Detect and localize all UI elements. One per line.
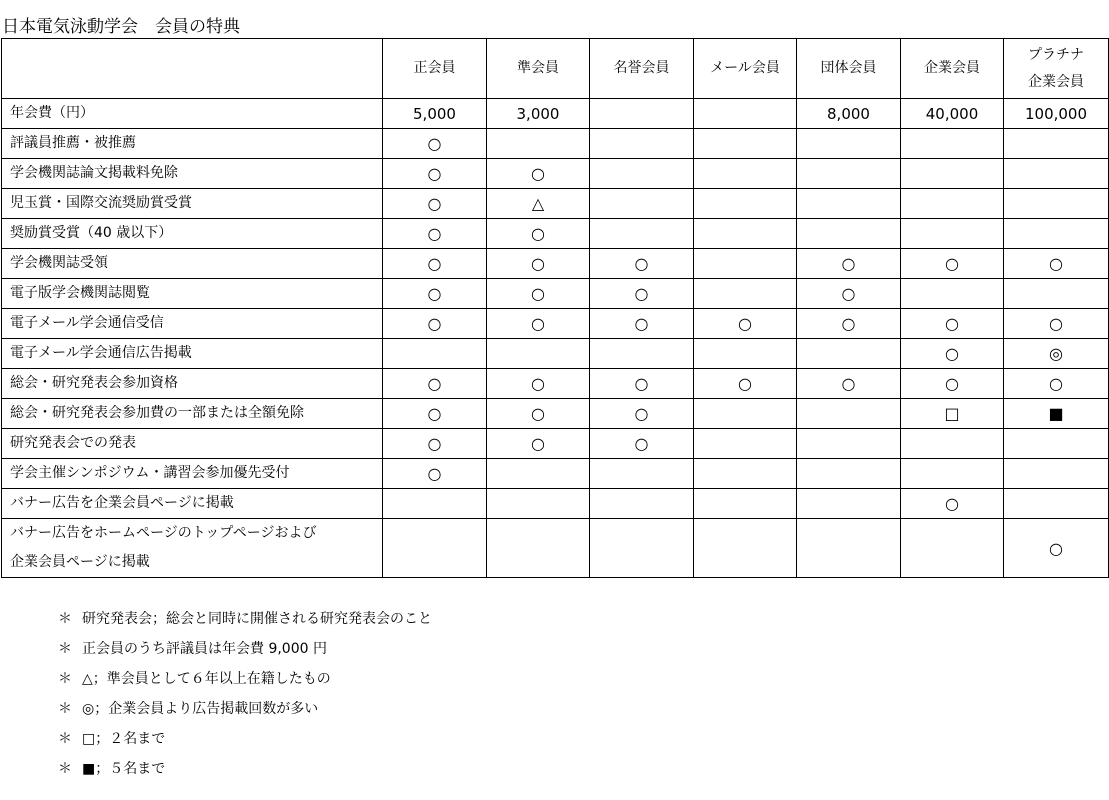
benefit-mark [901, 129, 1004, 159]
benefit-mark [797, 429, 901, 459]
table-row [2, 369, 1109, 399]
column-header: メール会員 [694, 39, 797, 99]
table-row [2, 249, 1109, 279]
benefit-mark [1004, 429, 1109, 459]
benefit-mark [797, 129, 901, 159]
benefit-mark: ○ [383, 459, 487, 489]
fee-cell [590, 99, 694, 129]
benefit-mark [694, 459, 797, 489]
benefit-mark [590, 489, 694, 519]
table-row [2, 189, 1109, 219]
benefit-mark: ○ [487, 309, 590, 339]
footnote [58, 664, 432, 694]
footnote [58, 694, 432, 724]
benefit-mark [901, 189, 1004, 219]
benefit-mark: ○ [590, 249, 694, 279]
table-row [2, 339, 1109, 369]
fee-row [2, 99, 1109, 129]
benefit-mark: ○ [797, 279, 901, 309]
footnote-text: △；準会員として６年以上在籍したもの [82, 671, 331, 687]
benefit-mark: ○ [383, 219, 487, 249]
benefit-mark [590, 189, 694, 219]
benefit-mark [694, 429, 797, 459]
benefit-mark [590, 129, 694, 159]
footnote-text: ■；５名まで [82, 761, 166, 777]
benefit-mark: ○ [487, 219, 590, 249]
fee-cell: 100,000 [1004, 99, 1109, 129]
benefit-mark: ○ [901, 369, 1004, 399]
row-label: 年会費（円） [2, 99, 383, 129]
benefit-mark [797, 189, 901, 219]
benefit-mark [797, 159, 901, 189]
benefits-table [1, 38, 1109, 578]
footnote [58, 604, 432, 634]
column-header: 準会員 [487, 39, 590, 99]
benefit-mark: ○ [383, 399, 487, 429]
benefit-mark [901, 159, 1004, 189]
benefit-mark [1004, 129, 1109, 159]
benefit-mark [797, 489, 901, 519]
benefit-mark: ○ [383, 189, 487, 219]
document-title: 日本電気泳動学会 会員の特典 [2, 17, 240, 37]
benefit-mark [1004, 489, 1109, 519]
benefit-mark [694, 399, 797, 429]
benefit-mark [590, 219, 694, 249]
footnote-text: 正会員のうち評議員は年会費 9,000 円 [82, 641, 327, 657]
fee-cell [694, 99, 797, 129]
footnote-marker: ＊ [58, 611, 72, 627]
table-row [2, 429, 1109, 459]
benefit-mark: ○ [901, 489, 1004, 519]
column-header-platinum [1004, 39, 1109, 99]
benefit-mark [694, 489, 797, 519]
benefit-mark: ◎ [1004, 339, 1109, 369]
benefit-mark: ○ [590, 309, 694, 339]
benefit-mark [1004, 159, 1109, 189]
benefit-mark: ○ [383, 249, 487, 279]
footnote [58, 754, 432, 784]
benefit-mark: □ [901, 399, 1004, 429]
table-row [2, 399, 1109, 429]
table-row [2, 219, 1109, 249]
row-label: 電子メール学会通信受信 [2, 309, 383, 339]
row-label: 奨励賞受賞（40 歳以下） [2, 219, 383, 249]
benefit-mark: ○ [487, 399, 590, 429]
benefit-mark: ○ [797, 369, 901, 399]
benefit-mark [797, 399, 901, 429]
benefit-mark: ○ [797, 309, 901, 339]
benefit-mark [590, 459, 694, 489]
fee-cell: 8,000 [797, 99, 901, 129]
benefit-mark [487, 519, 590, 578]
benefit-mark [901, 279, 1004, 309]
benefit-mark [487, 339, 590, 369]
benefit-mark [797, 219, 901, 249]
row-label: 総会・研究発表会参加資格 [2, 369, 383, 399]
benefit-mark [383, 339, 487, 369]
benefit-mark: ○ [590, 369, 694, 399]
table-row [2, 159, 1109, 189]
benefit-mark [694, 249, 797, 279]
benefit-mark: ○ [590, 279, 694, 309]
fee-cell: 3,000 [487, 99, 590, 129]
row-label: 電子版学会機関誌閲覧 [2, 279, 383, 309]
benefit-mark [694, 339, 797, 369]
benefit-mark: ○ [487, 279, 590, 309]
row-label-multiline [2, 519, 383, 578]
benefit-mark: ○ [1004, 309, 1109, 339]
column-header: 団体会員 [797, 39, 901, 99]
column-header: 正会員 [383, 39, 487, 99]
platinum-label-line: 企業会員 [1028, 73, 1084, 90]
column-header: 企業会員 [901, 39, 1004, 99]
benefit-mark [590, 519, 694, 578]
benefit-mark [694, 219, 797, 249]
footnote-text: □；２名まで [82, 731, 166, 747]
benefit-mark [590, 339, 694, 369]
benefit-mark: ○ [487, 369, 590, 399]
benefit-mark [694, 279, 797, 309]
table-row [2, 279, 1109, 309]
benefit-mark: ○ [694, 309, 797, 339]
benefit-mark [694, 189, 797, 219]
row-label-line: 企業会員ページに掲載 [10, 554, 150, 570]
benefit-mark: △ [487, 189, 590, 219]
row-label: 評議員推薦・被推薦 [2, 129, 383, 159]
footnote-marker: ＊ [58, 671, 72, 687]
row-label: 研究発表会での発表 [2, 429, 383, 459]
footnote-marker: ＊ [58, 701, 72, 717]
benefit-mark: ○ [694, 369, 797, 399]
benefit-mark [383, 489, 487, 519]
benefit-mark [901, 459, 1004, 489]
benefit-mark: ○ [590, 399, 694, 429]
benefit-mark [797, 339, 901, 369]
benefit-mark: ○ [383, 309, 487, 339]
benefit-mark [797, 459, 901, 489]
benefit-mark [694, 519, 797, 578]
benefit-mark: ○ [901, 249, 1004, 279]
row-label: 電子メール学会通信広告掲載 [2, 339, 383, 369]
benefit-mark [590, 159, 694, 189]
row-label: 学会機関誌論文掲載料免除 [2, 159, 383, 189]
fee-cell: 40,000 [901, 99, 1004, 129]
benefit-mark [694, 129, 797, 159]
row-label-line: バナー広告をホームページのトップページおよび [10, 525, 317, 541]
row-label: 学会機関誌受領 [2, 249, 383, 279]
benefit-mark: ○ [487, 249, 590, 279]
column-header: 名誉会員 [590, 39, 694, 99]
benefit-mark [1004, 219, 1109, 249]
benefit-mark [487, 489, 590, 519]
benefit-mark: ○ [901, 309, 1004, 339]
benefit-mark: ○ [383, 279, 487, 309]
benefit-mark: ■ [1004, 399, 1109, 429]
benefit-mark [487, 459, 590, 489]
benefit-mark: ○ [1004, 369, 1109, 399]
footnote-text: ◎；企業会員より広告掲載回数が多い [82, 701, 319, 717]
table-row [2, 459, 1109, 489]
benefit-mark: ○ [383, 429, 487, 459]
benefit-mark [1004, 189, 1109, 219]
benefit-mark [797, 519, 901, 578]
footnote-marker: ＊ [58, 761, 72, 777]
benefit-mark [694, 159, 797, 189]
benefit-mark [901, 219, 1004, 249]
footnotes [58, 604, 432, 784]
benefit-mark: ○ [590, 429, 694, 459]
row-label: 学会主催シンポジウム・講習会参加優先受付 [2, 459, 383, 489]
benefit-mark [1004, 459, 1109, 489]
benefit-mark: ○ [797, 249, 901, 279]
table-row-tall [2, 519, 1109, 578]
table-row [2, 129, 1109, 159]
benefit-mark: ○ [383, 369, 487, 399]
footnote-marker: ＊ [58, 641, 72, 657]
benefit-mark [901, 429, 1004, 459]
benefit-mark: ○ [1004, 519, 1109, 578]
footnote-text: 研究発表会；総会と同時に開催される研究発表会のこと [82, 611, 432, 627]
benefit-mark: ○ [901, 339, 1004, 369]
table-row [2, 309, 1109, 339]
benefit-mark [487, 129, 590, 159]
row-label: 総会・研究発表会参加費の一部または全額免除 [2, 399, 383, 429]
footnote-marker: ＊ [58, 731, 72, 747]
fee-cell: 5,000 [383, 99, 487, 129]
row-label: 児玉賞・国際交流奨励賞受賞 [2, 189, 383, 219]
benefit-mark: ○ [487, 429, 590, 459]
table-row [2, 489, 1109, 519]
benefit-mark: ○ [1004, 249, 1109, 279]
footnote [58, 724, 432, 754]
footnote [58, 634, 432, 664]
benefit-mark: ○ [383, 129, 487, 159]
benefit-mark [383, 519, 487, 578]
benefit-mark: ○ [383, 159, 487, 189]
header-row [2, 39, 1109, 99]
benefit-mark: ○ [487, 159, 590, 189]
benefit-mark [1004, 279, 1109, 309]
platinum-label-line: プラチナ [1028, 46, 1084, 63]
row-label: バナー広告を企業会員ページに掲載 [2, 489, 383, 519]
header-corner-cell [2, 39, 383, 99]
benefit-mark [901, 519, 1004, 578]
